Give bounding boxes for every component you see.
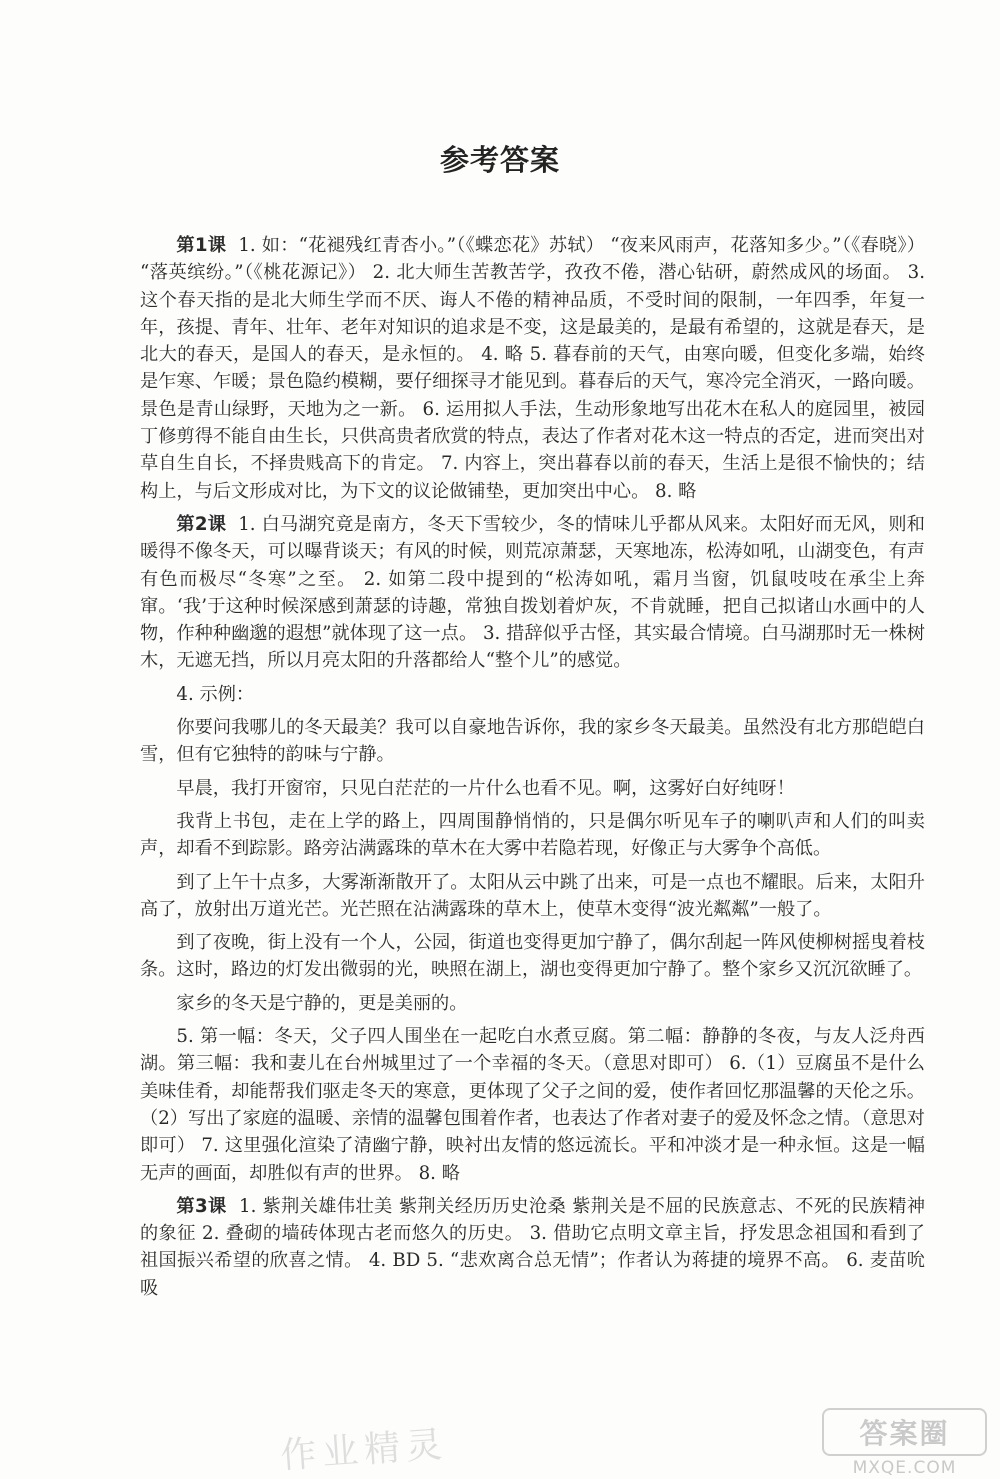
answer-body xyxy=(140,232,925,1302)
essay-paragraph-5: 到了夜晚，街上没有一个人，公园，街道也变得更加宁静了，偶尔刮起一阵风使柳树摇曳着枝条。这时，路边的灯发出微弱的光，映照在湖上，湖也变得更加宁静了。整个家乡又沉沉欲睡了。 xyxy=(140,932,925,981)
lesson-3-label: 第3课 xyxy=(176,1195,227,1217)
essay-paragraph-1: 你要问我哪儿的冬天最美？我可以自豪地告诉你，我的家乡冬天最美。虽然没有北方那皑皑白雪，但有它独特的韵味与宁静。 xyxy=(140,717,925,766)
lesson-3-text: 1. 紫荆关雄伟壮美 紫荆关经历历史沧桑 紫荆关是不屈的民族意志、不死的民族精神的象征 2. 叠砌的墙砖体现古老而悠久的历史。 3. 借助它点明文章主旨，抒发思念祖国和看到了祖国振兴希望的欣喜之情。 4. BD 5. “悲欢离合总无情”；作者认为蒋捷的境界不高。 6. 麦苗吮吸 xyxy=(140,1195,926,1299)
essay-paragraph-2: 早晨，我打开窗帘，只见白茫茫的一片什么也看不见。啊，这雾好白好纯呀！ xyxy=(176,777,795,799)
page-title: 参考答案 xyxy=(439,143,560,177)
lesson-3-paragraph xyxy=(140,1193,925,1302)
lesson-2-example-label: 4. 示例： xyxy=(176,683,255,705)
lesson-1-text: 1. 如：“花褪残红青杏小。”（《蝶恋花》苏轼） “夜来风雨声，花落知多少。”（《春晓》） “落英缤纷。”（《桃花源记》） 2. 北大师生苦教苦学，孜孜不倦，潜心钻研，蔚然成风的场面。 3. 这个春天指的是北大师生学而不厌、诲人不倦的精神品质，不受时间的限制，一年四季，年复一年，孩提、青年、壮年、老年对知识的追求是不变，这是最美的，是最有希望的，这就是春天，是北大的春天，是国人的春天，是永恒的。 4. 略 5. 暮春前的天气，由寒向暖，但变化多端，始终是乍寒、乍暖；景色隐约模糊，要仔细探寻才能见到。暮春后的天气，寒冷完全消灭，一路向暖。景色是青山绿野，天地为之一新。 6. 运用拟人手法，生动形象地写出花木在私人的庭园里，被园丁修剪得不能自由生长，只供高贵者欣赏的特点，表达了作者对花木这一特点的否定，进而突出对草自生自长，不择贵贱高下的肯定。 7. 内容上，突出暮春以前的春天，生活上是很不愉快的；结构上，与后文形成对比，为下文的议论做铺垫，更加突出中心。 8. 略 xyxy=(140,235,925,502)
lesson-2-label: 第2课 xyxy=(176,513,227,535)
essay-paragraph-6: 家乡的冬天是宁静的，更是美丽的。 xyxy=(176,992,468,1014)
lesson-2-paragraph xyxy=(140,511,925,675)
lesson-2-answers-5-8: 5. 第一幅：冬天，父子四人围坐在一起吃白水煮豆腐。第二幅：静静的冬夜，与友人泛舟西湖。第三幅：我和妻儿在台州城里过了一个幸福的冬天。（意思对即可） 6.（1）豆腐虽不是什么美味佳肴，却能帮我们驱走冬天的寒意，更体现了父子之间的爱，使作者回忆那温馨的天伦之乐。 （2）写出了家庭的温暖、亲情的温馨包围着作者，也表达了作者对妻子的爱及怀念之情。（意思对即可） 7. 这里强化渲染了清幽宁静，映衬出友情的悠远流长。平和冲淡才是一种永恒。这是一幅无声的画面，却胜似有声的世界。 8. 略 xyxy=(140,1026,925,1184)
essay-paragraph-3: 我背上书包，走在上学的路上，四周围静悄悄的，只是偶尔听见车子的喇叭声和人们的叫卖声，却看不到踪影。路旁沾满露珠的草木在大雾中若隐若现，好像正与大雾争个高低。 xyxy=(140,810,925,860)
watermark-url: MXQE.COM xyxy=(852,1458,957,1478)
lesson-1-paragraph xyxy=(140,232,925,505)
watermark-logo-text: 答案圈 xyxy=(822,1408,987,1456)
lesson-1-label: 第1课 xyxy=(176,235,227,256)
watermark-left: 作业精灵 xyxy=(278,1424,450,1477)
essay-paragraph-4: 到了上午十点多，大雾渐渐散开了。太阳从云中跳了出来，可是一点也不耀眼。后来，太阳升高了，放射出万道光芒。光芒照在沾满露珠的草木上，使草木变得“波光粼粼”一般了。 xyxy=(140,871,925,920)
watermark-logo xyxy=(822,1408,987,1478)
lesson-2-text: 1. 白马湖究竟是南方，冬天下雪较少，冬的情味儿乎都从风来。太阳好而无风，则和暖得不像冬天，可以曝背谈天；有风的时候，则荒凉萧瑟，天寒地冻，松涛如吼，山湖变色，有声有色而极尽“冬寒”之至。 2. 如第二段中提到的“松涛如吼，霜月当窗，饥鼠吱吱在承尘上奔窜。‘我’于这种时候深感到萧瑟的诗趣，常独自拨划着炉灰，不肯就睡，把自己拟诸山水画中的人物，作种种幽邈的遐想”就体现了这一点。 3. 措辞似乎古怪，其实最合情境。白马湖那时无一株树木，无遮无挡，所以月亮太阳的升落都给人“整个儿”的感觉。 xyxy=(140,513,925,672)
